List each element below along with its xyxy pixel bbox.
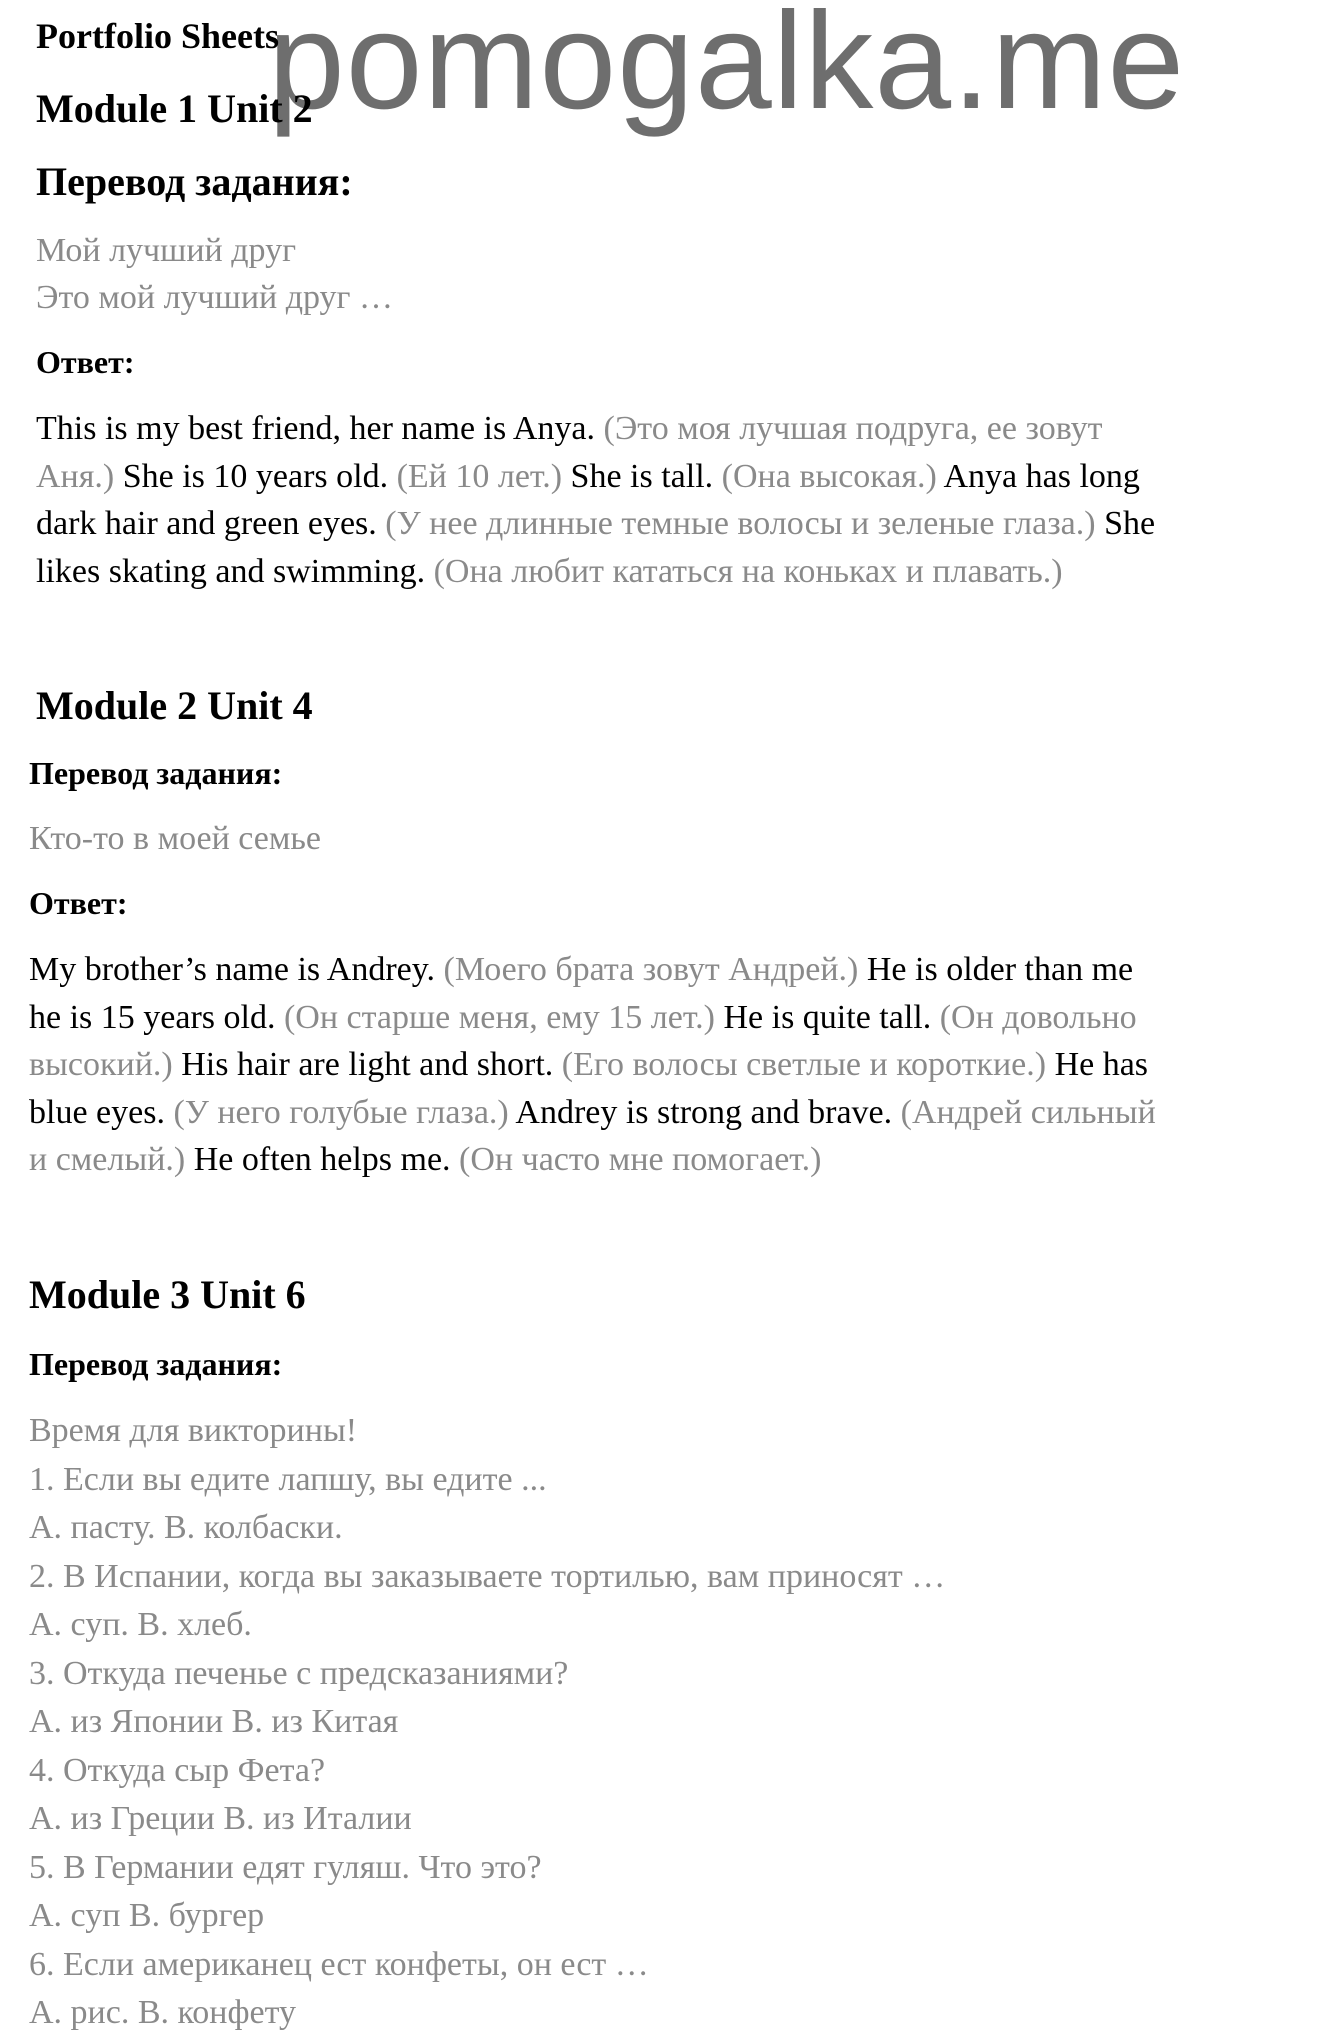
english-text: His hair are light and short. [181,1046,562,1083]
task-label-module-1: Перевод задания: [36,159,353,204]
english-text: he is 15 years old. [29,998,284,1036]
answer-line [29,1136,1339,1184]
quiz-line: 6. Если американец ест конфеты, он ест … [29,1945,649,1983]
task-label-module-2: Перевод задания: [29,755,283,791]
task-text-module-1 [36,227,393,321]
english-text: This is my best friend, her name is Anya. [36,410,604,447]
quiz-line: 2. В Испании, когда вы заказываете тортилью, вам приносят … [29,1557,946,1595]
russian-translation: (Это моя лучшая подруга, ее зовут [603,410,1103,447]
answer-text-module-2 [29,946,1339,1184]
section-heading-module-2: Module 2 Unit 4 [36,683,313,728]
russian-translation: (Моего брата зовут Андрей.) [443,951,867,988]
task-text-module-2 [29,815,321,862]
answer-line [36,500,1343,548]
section-heading-module-3: Module 3 Unit 6 [29,1272,306,1317]
english-text: Anya has long [943,457,1140,495]
quiz-line: A. суп. B. хлеб. [29,1606,252,1643]
quiz-line: A. пасту. B. колбаски. [29,1509,343,1546]
quiz-line: A. суп B. бургер [29,1897,265,1934]
english-text: She [1104,505,1156,542]
english-text: blue eyes. [29,1093,174,1131]
russian-translation: (У нее длинные темные волосы и зеленые глаза.) [385,505,1105,542]
answer-line [29,946,1339,994]
quiz-line: 1. Если вы едите лапшу, вы едите ... [29,1460,547,1498]
answer-label-module-1: Ответ: [36,344,135,380]
quiz-line: Время для викторины! [29,1412,358,1449]
quiz-line: 4. Откуда сыр Фета? [29,1751,326,1789]
page-title: Portfolio Sheets [36,16,279,56]
watermark: pomogalka.me [268,0,1186,138]
quiz-line: 3. Откуда печенье с предсказаниями? [29,1654,569,1692]
answer-line [29,994,1339,1042]
english-text: She is tall. [570,457,722,495]
russian-translation: (Андрей сильный [900,1093,1156,1131]
quiz-line: A. из Японии B. из Китая [29,1703,399,1740]
russian-translation: (Он старше меня, ему 15 лет.) [283,998,724,1036]
task-line: Это мой лучший друг … [36,279,393,316]
task-line: Кто-то в моей семье [29,820,322,857]
answer-text-module-1 [36,405,1343,595]
answer-line [29,1041,1339,1089]
russian-translation: (Он часто мне помогает.) [459,1141,822,1178]
russian-translation: (Она любит кататься на коньках и плавать.) [433,552,1063,590]
quiz-line: A. из Греции B. из Италии [29,1800,412,1837]
english-text: likes skating and swimming. [36,552,434,590]
english-text: He is quite tall. [723,998,940,1036]
russian-translation: (Она высокая.) [721,457,944,495]
english-text: dark hair and green eyes. [36,505,386,542]
russian-translation: (Ей 10 лет.) [396,457,571,495]
russian-translation: (Его волосы светлые и короткие.) [561,1046,1055,1083]
task-label-module-3: Перевод задания: [29,1346,283,1382]
english-text: He has [1054,1046,1149,1083]
english-text: He is older than me [866,951,1134,988]
russian-translation: (Он довольно [939,998,1137,1036]
russian-translation: высокий.) [29,1046,182,1083]
english-text: Andrey is strong and brave. [515,1093,901,1131]
russian-translation: и смелый.) [29,1141,194,1178]
answer-line [29,1089,1339,1137]
english-text: He often helps me. [193,1141,460,1178]
russian-translation: (У него голубые глаза.) [173,1093,516,1131]
answer-line [36,405,1343,453]
answer-line [36,548,1343,596]
english-text: My brother’s name is Andrey. [29,951,444,988]
quiz-text-module-3 [29,1407,945,2038]
answer-line [36,453,1343,501]
russian-translation: Аня.) [36,457,123,495]
section-heading-module-1: Module 1 Unit 2 [36,86,313,131]
quiz-line: A. рис. B. конфету [29,1994,297,2031]
task-line: Мой лучший друг [36,232,297,269]
answer-label-module-2: Ответ: [29,885,128,921]
english-text: She is 10 years old. [122,457,397,495]
quiz-line: 5. В Германии едят гуляш. Что это? [29,1848,542,1886]
